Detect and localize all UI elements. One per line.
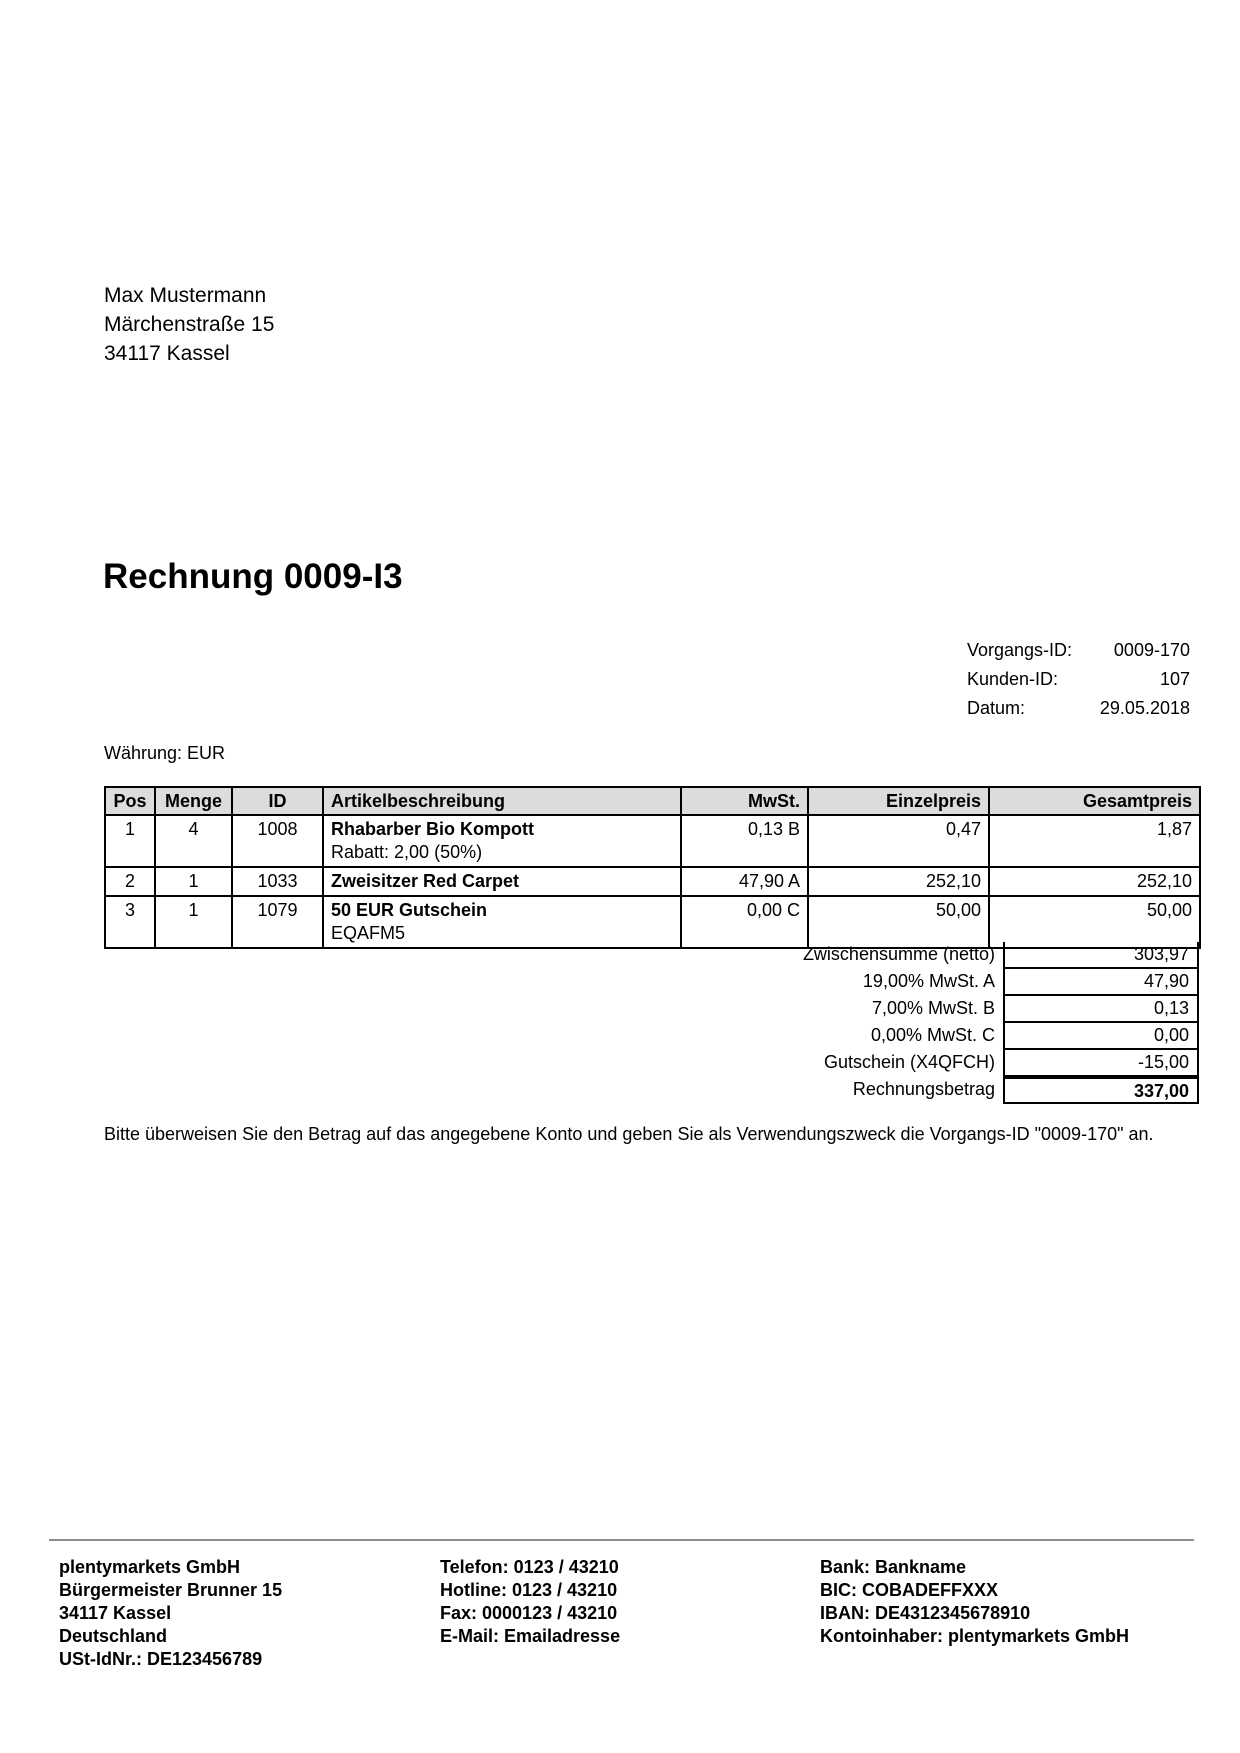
cell-menge: 4 [155, 815, 232, 867]
cell-mwst: 0,13 B [681, 815, 808, 867]
footer-line: BIC: COBADEFFXXX [820, 1580, 999, 1600]
cell-description [323, 815, 681, 867]
meta-label: Datum: [967, 698, 1026, 718]
total-label: Gutschein (X4QFCH) [823, 1052, 995, 1072]
header-mwst: MwSt. [681, 787, 808, 815]
cell-gesamtpreis: 50,00 [989, 896, 1200, 948]
footer-contact [440, 1556, 620, 1648]
meta-value: 107 [1159, 669, 1190, 689]
recipient-street: Märchenstraße 15 [104, 313, 275, 336]
meta-row-kunden-id [967, 665, 1190, 694]
items-table [104, 786, 1201, 949]
header-id: ID [232, 787, 323, 815]
cell-description [323, 896, 681, 948]
cell-einzelpreis: 252,10 [808, 867, 989, 896]
cell-description [323, 867, 681, 896]
cell-einzelpreis: 0,47 [808, 815, 989, 867]
totals-block [104, 942, 1199, 1104]
cell-pos: 2 [105, 867, 155, 896]
item-name: 50 EUR Gutschein [331, 900, 488, 920]
cell-id: 1079 [232, 896, 323, 948]
footer-line: Hotline: 0123 / 43210 [440, 1580, 618, 1600]
item-name: Zweisitzer Red Carpet [331, 871, 520, 891]
meta-label: Kunden-ID: [967, 669, 1059, 689]
cell-pos: 1 [105, 815, 155, 867]
currency-label: Währung: EUR [104, 743, 226, 763]
footer-line: 34117 Kassel [59, 1603, 172, 1623]
meta-row-vorgangs-id [967, 636, 1190, 665]
total-row-vat-a [104, 969, 1199, 996]
total-label: 19,00% MwSt. A [862, 971, 995, 991]
table-header-row [105, 787, 1200, 815]
footer-line: Fax: 0000123 / 43210 [440, 1603, 618, 1623]
header-description: Artikelbeschreibung [323, 787, 681, 815]
cell-gesamtpreis: 252,10 [989, 867, 1200, 896]
total-value: 337,00 [1003, 1077, 1199, 1104]
cell-id: 1033 [232, 867, 323, 896]
total-row-vat-b [104, 996, 1199, 1023]
footer-line: USt-IdNr.: DE123456789 [59, 1649, 263, 1669]
meta-label: Vorgangs-ID: [967, 640, 1073, 660]
table-row [105, 867, 1200, 896]
header-gesamtpreis: Gesamtpreis [989, 787, 1200, 815]
cell-id: 1008 [232, 815, 323, 867]
footer-line: Kontoinhaber: plentymarkets GmbH [820, 1626, 1130, 1646]
item-subtext: EQAFM5 [331, 923, 406, 943]
total-label: Zwischensumme (netto) [802, 944, 995, 964]
total-label: Rechnungsbetrag [852, 1079, 995, 1099]
footer-line: Deutschland [59, 1626, 168, 1646]
footer-divider [49, 1539, 1194, 1541]
footer-company [59, 1556, 282, 1671]
cell-mwst: 47,90 A [681, 867, 808, 896]
invoice-title: Rechnung 0009-I3 [103, 557, 403, 596]
meta-value: 0009-170 [1113, 640, 1190, 660]
footer-bank [820, 1556, 1129, 1648]
recipient-city: 34117 Kassel [104, 342, 230, 365]
total-value: 47,90 [1003, 969, 1199, 996]
footer-line: E-Mail: Emailadresse [440, 1626, 621, 1646]
cell-menge: 1 [155, 867, 232, 896]
header-einzelpreis: Einzelpreis [808, 787, 989, 815]
total-row-vat-c [104, 1023, 1199, 1050]
total-value: 0,00 [1003, 1023, 1199, 1050]
item-name: Rhabarber Bio Kompott [331, 819, 535, 839]
invoice-meta [967, 636, 1190, 723]
cell-mwst: 0,00 C [681, 896, 808, 948]
cell-einzelpreis: 50,00 [808, 896, 989, 948]
meta-value: 29.05.2018 [1099, 698, 1190, 718]
footer-line: Telefon: 0123 / 43210 [440, 1557, 619, 1577]
total-value: 0,13 [1003, 996, 1199, 1023]
footer-line: plentymarkets GmbH [59, 1557, 241, 1577]
footer-line: IBAN: DE4312345678910 [820, 1603, 1031, 1623]
total-row-invoice-amount [104, 1077, 1199, 1104]
recipient-name: Max Mustermann [104, 284, 267, 307]
total-label: 7,00% MwSt. B [871, 998, 995, 1018]
header-pos: Pos [105, 787, 155, 815]
cell-gesamtpreis: 1,87 [989, 815, 1200, 867]
total-row-subtotal [104, 942, 1199, 969]
cell-menge: 1 [155, 896, 232, 948]
header-menge: Menge [155, 787, 232, 815]
payment-note: Bitte überweisen Sie den Betrag auf das angegebene Konto und geben Sie als Verwendungszweck die Vorgangs-ID "0009-170" an. [104, 1124, 1154, 1144]
footer-line: Bürgermeister Brunner 15 [59, 1580, 283, 1600]
cell-pos: 3 [105, 896, 155, 948]
total-row-voucher [104, 1050, 1199, 1077]
total-value: -15,00 [1003, 1050, 1199, 1077]
total-value: 303,97 [1003, 942, 1199, 969]
table-row [105, 896, 1200, 948]
table-row [105, 815, 1200, 867]
footer-line: Bank: Bankname [820, 1557, 967, 1577]
item-subtext: Rabatt: 2,00 (50%) [331, 842, 483, 862]
recipient-address [104, 281, 274, 368]
meta-row-datum [967, 694, 1190, 723]
total-label: 0,00% MwSt. C [870, 1025, 995, 1045]
